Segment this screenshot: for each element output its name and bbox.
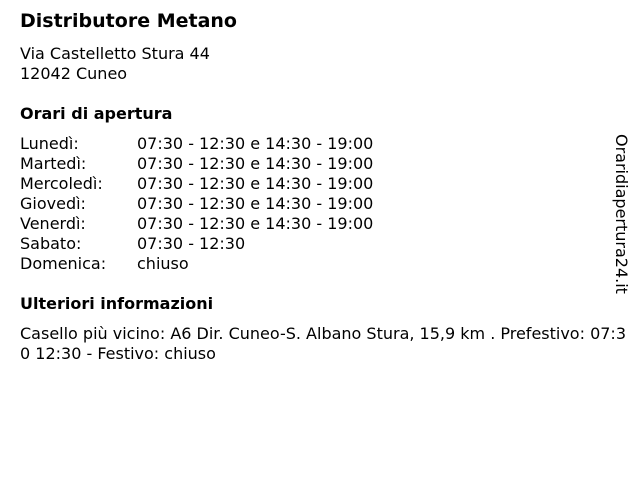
hours-row-tuesday (20, 154, 373, 174)
address-street: Via Castelletto Stura 44 (20, 44, 210, 63)
hours-row-thursday (20, 194, 373, 214)
day-label: Venerdì: (20, 214, 86, 233)
hours-row-sunday (20, 254, 373, 274)
hours-row-friday (20, 214, 373, 234)
opening-hours-heading: Orari di apertura (20, 104, 173, 123)
day-label: Martedì: (20, 154, 87, 173)
hours-value: 07:30 - 12:30 e 14:30 - 19:00 (137, 174, 374, 193)
hours-value: 07:30 - 12:30 e 14:30 - 19:00 (137, 214, 374, 233)
opening-hours-table (20, 134, 373, 274)
hours-value: 07:30 - 12:30 e 14:30 - 19:00 (137, 134, 374, 153)
day-label: Lunedì: (20, 134, 79, 153)
hours-row-wednesday (20, 174, 373, 194)
day-label: Giovedì: (20, 194, 86, 213)
hours-row-monday (20, 134, 373, 154)
hours-row-saturday (20, 234, 373, 254)
address-city: 12042 Cuneo (20, 64, 128, 83)
site-watermark: Oraridiapertura24.it (612, 134, 631, 294)
day-label: Sabato: (20, 234, 82, 253)
day-label: Domenica: (20, 254, 107, 273)
page-title: Distributore Metano (20, 10, 237, 32)
additional-info-heading: Ulteriori informazioni (20, 294, 214, 313)
hours-value: 07:30 - 12:30 e 14:30 - 19:00 (137, 194, 374, 213)
hours-value: 07:30 - 12:30 e 14:30 - 19:00 (137, 154, 374, 173)
hours-value: 07:30 - 12:30 (137, 234, 246, 253)
day-label: Mercoledì: (20, 174, 103, 193)
additional-info-text: Casello più vicino: A6 Dir. Cuneo-S. Albano Stura, 15,9 km . Prefestivo: 07:30 12:30 - Festivo: chiuso (20, 324, 626, 363)
hours-value: chiuso (137, 254, 189, 273)
address-block (20, 44, 210, 84)
